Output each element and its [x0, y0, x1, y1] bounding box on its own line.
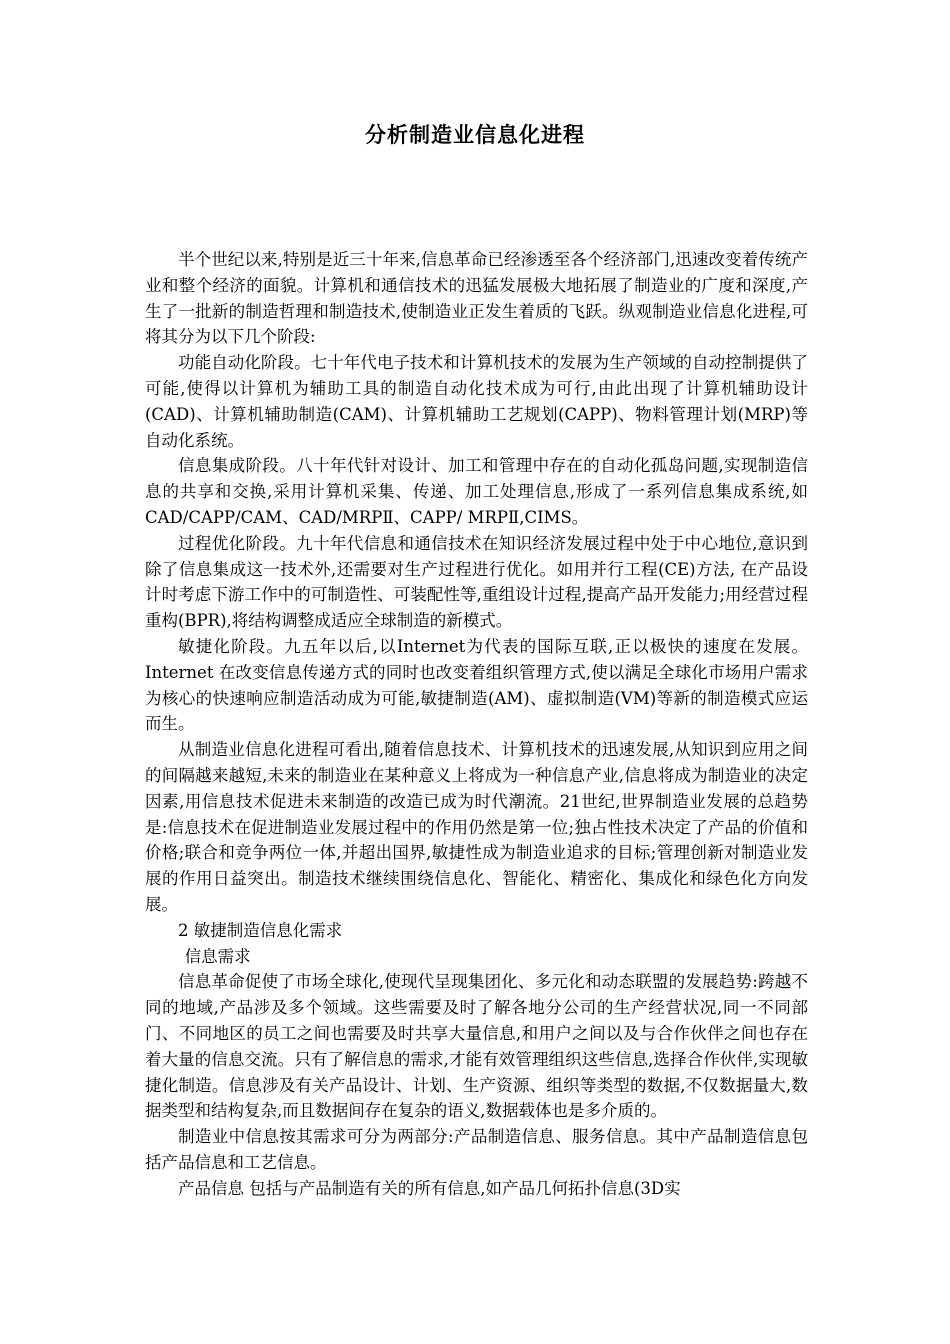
paragraph-info-classification: 制造业中信息按其需求可分为两部分:产品制造信息、服务信息。其中产品制造信息包括产品信息和工艺信息。 [145, 1127, 808, 1172]
paragraph-info-integration: 信息集成阶段。八十年代针对设计、加工和管理中存在的自动化孤岛问题,实现制造信息的共享和交换,采用计算机采集、传递、加工处理信息,形成了一系列信息集成系统,如CAD/CAPP/CAM、CAD/MRPⅡ、CAPP/ MRPⅡ,CIMS。 [145, 456, 808, 527]
paragraph-intro: 半个世纪以来,特别是近三十年来,信息革命已经渗透至各个经济部门,迅速改变着传统产业和整个经济的面貌。计算机和通信技术的迅猛发展极大地拓展了制造业的广度和深度,产生了一批新的制造哲理和制造技术,使制造业正发生着质的飞跃。纵观制造业信息化进程,可将其分为以下几个阶段: [145, 250, 808, 347]
document-body [145, 247, 808, 1201]
paragraph-agility: 敏捷化阶段。九五年以后,以Internet为代表的国际互联,正以极快的速度在发展。Internet 在改变信息传递方式的同时也改变着组织管理方式,使以满足全球化市场用户需求为核心的快速响应制造活动成为可能,敏捷制造(AM)、虚拟制造(VM)等新的制造模式应运而生。 [145, 636, 808, 734]
section-heading: 2 敏捷制造信息化需求 [178, 920, 343, 940]
paragraph-process-optimization: 过程优化阶段。九十年代信息和通信技术在知识经济发展过程中处于中心地位,意识到除了信息集成这一技术外,还需要对生产过程进行优化。如用并行工程(CE)方法, 在产品设计时考虑下游工作中的可制造性、可装配性等,重组设计过程,提高产品开发能力;用经营过程重构(BPR),将结构调整成适应全球制造的新模式。 [145, 533, 808, 631]
document-title: 分析制造业信息化进程 [365, 122, 585, 147]
paragraph-product-info: 产品信息 包括与产品制造有关的所有信息,如产品几何拓扑信息(3D实 [178, 1178, 681, 1198]
paragraph-trend: 从制造业信息化进程可看出,随着信息技术、计算机技术的迅速发展,从知识到应用之间的间隔越来越短,未来的制造业在某种意义上将成为一种信息产业,信息将成为制造业的决定因素,用信息技术促进未来制造的改造已成为时代潮流。21世纪,世界制造业发展的总趋势是:信息技术在促进制造业发展过程中的作用仍然是第一位;独占性技术决定了产品的价值和价格;联合和竞争两位一体,并超出国界,敏捷性成为制造业追求的目标;管理创新对制造业发展的作用日益突出。制造技术继续围绕信息化、智能化、精密化、集成化和绿色化方向发展。 [145, 740, 808, 914]
paragraph-function-automation: 功能自动化阶段。七十年代电子技术和计算机技术的发展为生产领域的自动控制提供了可能,使得以计算机为辅助工具的制造自动化技术成为可行,由此出现了计算机辅助设计(CAD)、计算机辅助制造(CAM)、计算机辅助工艺规划(CAPP)、物料管理计划(MRP)等自动化系统。 [145, 353, 808, 450]
paragraph-info-revolution: 信息革命促使了市场全球化,使现代呈现集团化、多元化和动态联盟的发展趋势:跨越不同的地域,产品涉及多个领域。这些需要及时了解各地分公司的生产经营状况,同一不同部门、不同地区的员工之间也需要及时共享大量信息,和用户之间以及与合作伙伴之间也存在着大量的信息交流。只有了解信息的需求,才能有效管理组织这些信息,选择合作伙伴,实现敏捷化制造。信息涉及有关产品设计、计划、生产资源、组织等类型的数据,不仅数据量大,数据类型和结构复杂,而且数据间存在复杂的语义,数据载体也是多介质的。 [145, 972, 808, 1121]
subsection-heading: 信息需求 [184, 946, 251, 966]
